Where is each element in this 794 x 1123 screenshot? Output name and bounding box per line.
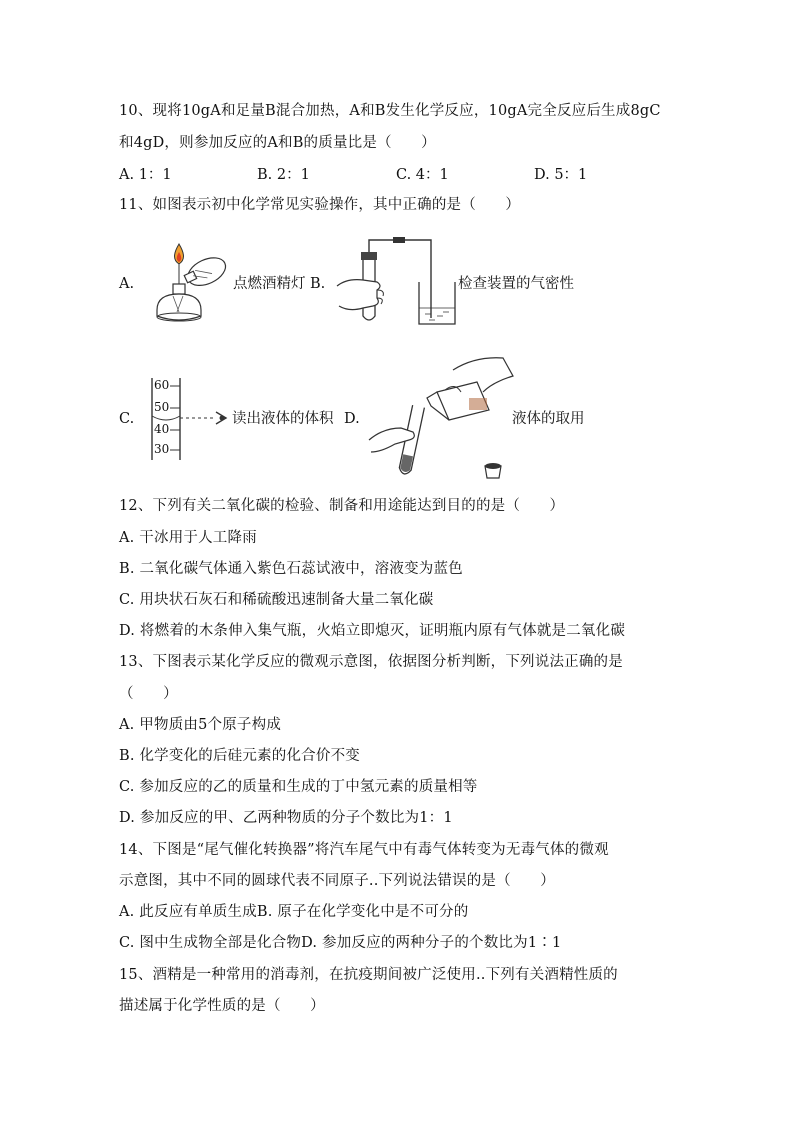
q12-stem: 12、下列有关二氧化碳的检验、制备和用途能达到目的的是（ ） bbox=[119, 498, 565, 514]
q10-option-c: C. 4：1 bbox=[396, 167, 449, 183]
scale-label-60: 60 bbox=[154, 378, 170, 392]
q10-option-a: A. 1：1 bbox=[119, 167, 172, 183]
q14-stem-line2: 示意图，其中不同的圆球代表不同原子..下列说法错误的是（ ） bbox=[119, 873, 555, 889]
q11-stem: 11、如图表示初中化学常见实验操作，其中正确的是（ ） bbox=[119, 197, 521, 213]
q10-option-d: D. 5：1 bbox=[534, 167, 588, 183]
q11-option-b-letter: B. bbox=[310, 276, 326, 292]
q11-option-a-label: 点燃酒精灯 bbox=[233, 276, 306, 292]
q12-option-b: B. 二氧化碳气体通入紫色石蕊试液中，溶液变为蓝色 bbox=[119, 561, 463, 577]
scale-label-50: 50 bbox=[154, 400, 170, 414]
q11-option-c-label: 读出液体的体积 bbox=[232, 411, 334, 427]
q13-option-b: B. 化学变化的后硅元素的化合价不变 bbox=[119, 748, 360, 764]
q11-option-d-letter: D. bbox=[344, 411, 360, 427]
liquid-pouring-illustration bbox=[365, 352, 515, 488]
alcohol-lamp-illustration bbox=[143, 238, 233, 328]
q10-stem-line1: 10、现将10gA和足量B混合加热，A和B发生化学反应，10gA完全反应后生成8gC bbox=[119, 103, 661, 119]
q10-option-b: B. 2：1 bbox=[257, 167, 310, 183]
q11-option-b-label: 检查装置的气密性 bbox=[458, 276, 574, 292]
q10-stem-line2: 和4gD，则参加反应的A和B的质量比是（ ） bbox=[119, 135, 436, 151]
q15-stem-line2: 描述属于化学性质的是（ ） bbox=[119, 998, 325, 1014]
scale-label-40: 40 bbox=[154, 422, 170, 436]
q11-option-d-label: 液体的取用 bbox=[512, 411, 585, 427]
q13-option-d: D. 参加反应的甲、乙两种物质的分子个数比为1：1 bbox=[119, 810, 453, 826]
q14-stem-line1: 14、下图是“尾气催化转换器”将汽车尾气中有毒气体转变为无毒气体的微观 bbox=[119, 842, 609, 858]
q13-stem-line2: （ ） bbox=[119, 686, 178, 702]
scale-label-30: 30 bbox=[154, 442, 170, 456]
airtightness-apparatus-illustration bbox=[333, 232, 463, 328]
q12-option-a: A. 干冰用于人工降雨 bbox=[119, 530, 257, 546]
q13-option-a: A. 甲物质由5个原子构成 bbox=[119, 717, 282, 733]
q14-option-cd: C. 图中生成物全部是化合物D. 参加反应的两种分子的个数比为1∶1 bbox=[119, 935, 562, 951]
q12-option-c: C. 用块状石灰石和稀硫酸迅速制备大量二氧化碳 bbox=[119, 592, 434, 608]
q13-option-c: C. 参加反应的乙的质量和生成的丁中氢元素的质量相等 bbox=[119, 779, 478, 795]
q13-stem-line1: 13、下图表示某化学反应的微观示意图，依据图分析判断，下列说法正确的是 bbox=[119, 654, 623, 670]
q15-stem-line1: 15、酒精是一种常用的消毒剂，在抗疫期间被广泛使用..下列有关酒精性质的 bbox=[119, 967, 618, 983]
q11-option-c-letter: C. bbox=[119, 411, 135, 427]
q12-option-d: D. 将燃着的木条伸入集气瓶，火焰立即熄灭，证明瓶内原有气体就是二氧化碳 bbox=[119, 623, 626, 639]
q14-option-ab: A. 此反应有单质生成B. 原子在化学变化中是不可分的 bbox=[119, 904, 469, 920]
q11-option-a-letter: A. bbox=[119, 276, 135, 292]
